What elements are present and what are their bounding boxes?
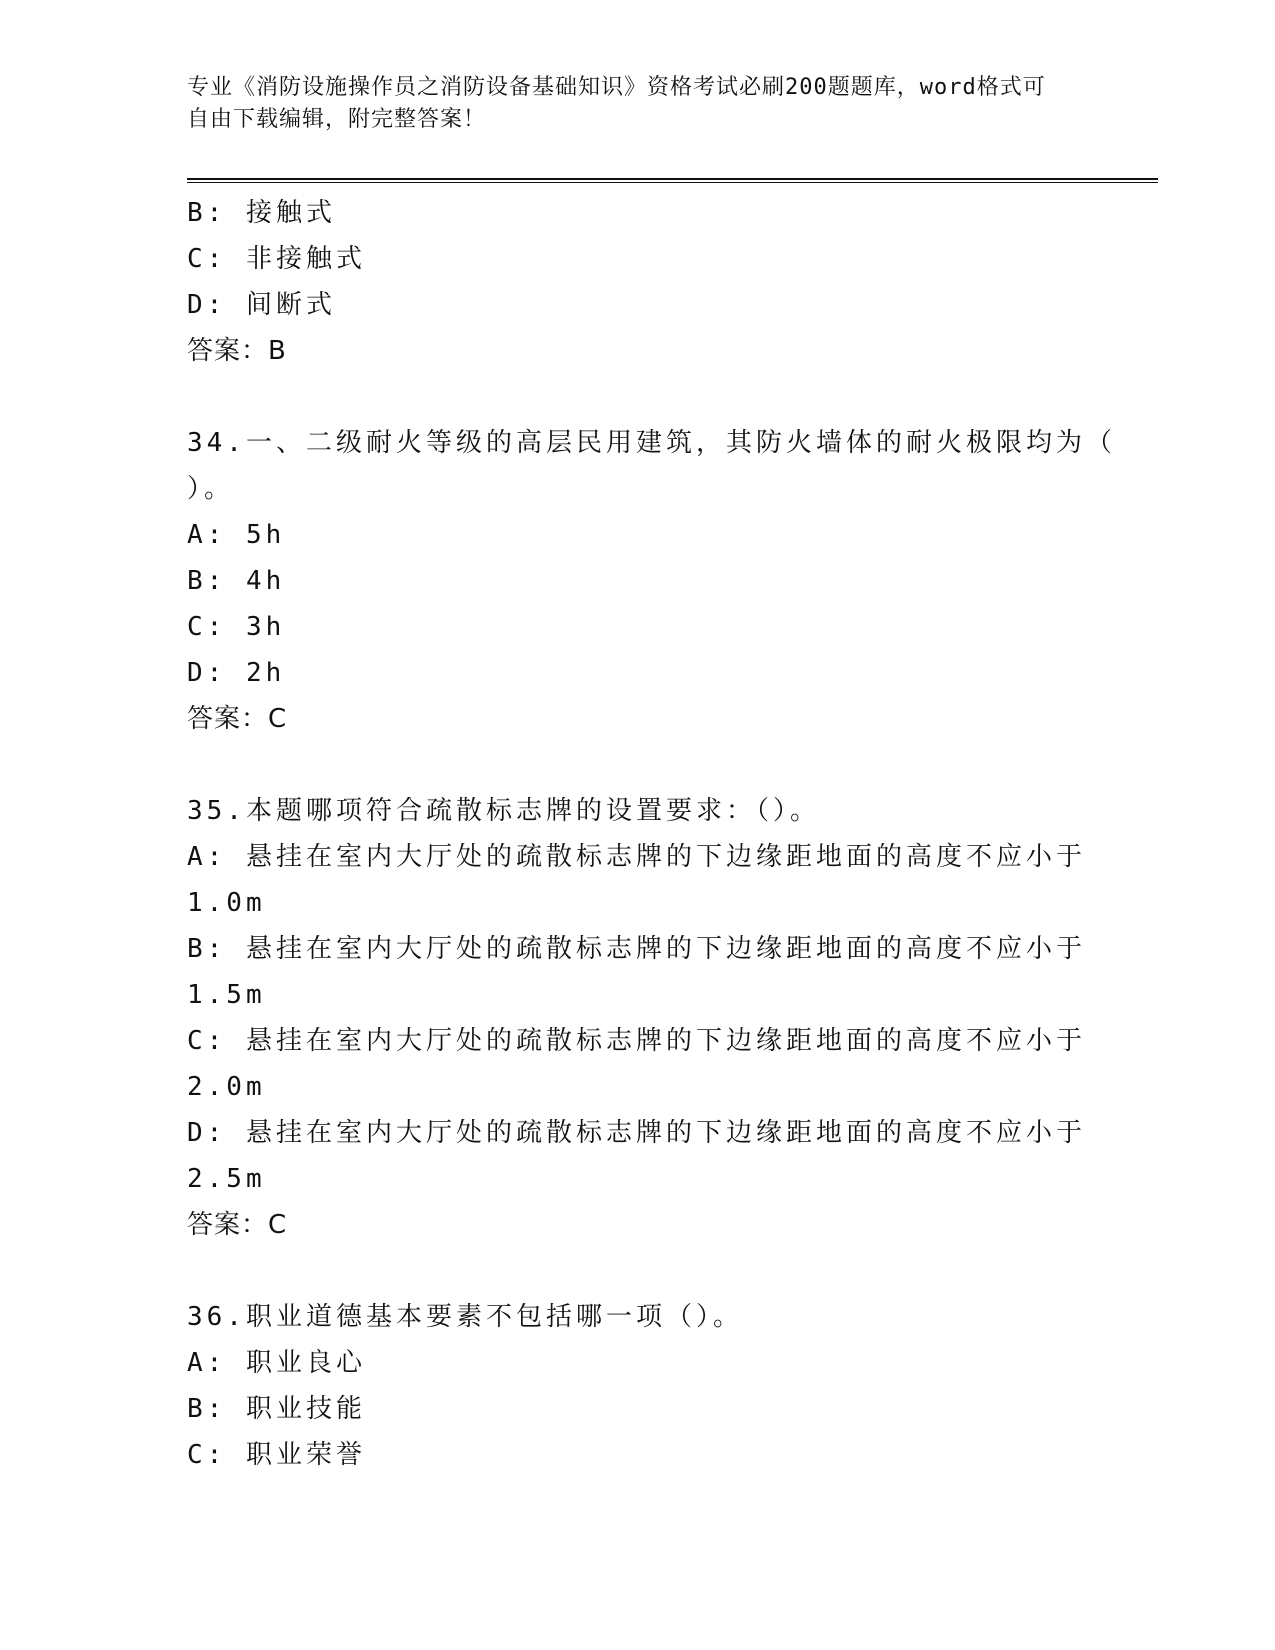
- question-stem: 35.本题哪项符合疏散标志牌的设置要求：（）。: [187, 796, 820, 826]
- option-b: B: 悬挂在室内大厅处的疏散标志牌的下边缘距地面的高度不应小于: [187, 934, 1086, 964]
- option-a: A: 5h: [187, 520, 286, 550]
- document-header: 专业《消防设施操作员之消防设备基础知识》资格考试必刷200题题库，word格式可自由下载编辑，附完整答案！: [187, 75, 1046, 132]
- option-b: B: 4h: [187, 566, 286, 596]
- option-b: B: 职业技能: [187, 1394, 366, 1424]
- question-36: [187, 1294, 1087, 1478]
- option-a: A: 悬挂在室内大厅处的疏散标志牌的下边缘距地面的高度不应小于: [187, 842, 1086, 872]
- option-b: B: 接触式: [187, 198, 336, 228]
- question-35: [187, 788, 1087, 1248]
- question-stem: 36.职业道德基本要素不包括哪一项（）。: [187, 1302, 743, 1332]
- option-c: C: 职业荣誉: [187, 1440, 366, 1470]
- option-d: D: 间断式: [187, 290, 336, 320]
- option-c: C: 非接触式: [187, 244, 366, 274]
- option-d-cont: 2.5m: [187, 1164, 266, 1194]
- option-c: C: 悬挂在室内大厅处的疏散标志牌的下边缘距地面的高度不应小于: [187, 1026, 1086, 1056]
- option-d: D: 2h: [187, 658, 286, 688]
- spacer: [187, 374, 1087, 420]
- spacer: [187, 742, 1087, 788]
- option-c-cont: 2.0m: [187, 1072, 266, 1102]
- document-body: [187, 190, 1116, 1478]
- question-33-continuation: [187, 190, 1087, 374]
- option-a: A: 职业良心: [187, 1348, 366, 1378]
- answer-line: 答案：C: [187, 704, 288, 734]
- option-a-cont: 1.0m: [187, 888, 266, 918]
- option-b-cont: 1.5m: [187, 980, 266, 1010]
- answer-line: 答案：C: [187, 1210, 288, 1240]
- header-divider: [187, 178, 1158, 183]
- question-stem-cont: ）。: [187, 474, 235, 504]
- option-c: C: 3h: [187, 612, 286, 642]
- answer-line: 答案：B: [187, 336, 287, 366]
- question-34: [187, 420, 1116, 742]
- option-d: D: 悬挂在室内大厅处的疏散标志牌的下边缘距地面的高度不应小于: [187, 1118, 1086, 1148]
- question-stem: 34.一、二级耐火等级的高层民用建筑，其防火墙体的耐火极限均为（: [187, 428, 1116, 458]
- spacer: [187, 1248, 1087, 1294]
